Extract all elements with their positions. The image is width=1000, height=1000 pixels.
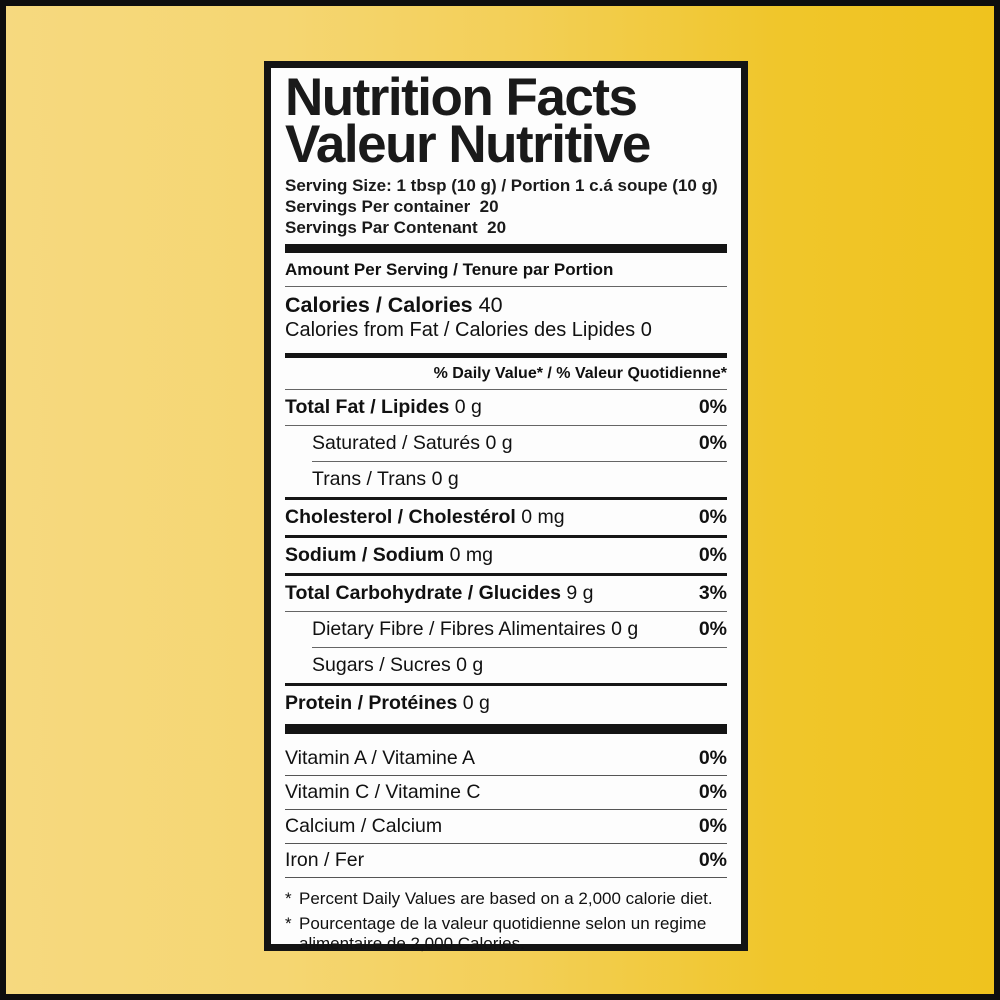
- nutrient-amount: 0 g: [456, 654, 484, 676]
- nutrient-name: Total Carbohydrate / Glucides: [285, 582, 561, 604]
- nutrient-name: Sugars / Sucres: [312, 654, 451, 676]
- nutrient-row-carbohydrate: [285, 576, 727, 611]
- footnotes: [285, 878, 727, 955]
- footnote-fr: [285, 910, 727, 955]
- servings-par-contenant: Servings Par Contenant 20: [285, 218, 507, 237]
- nutrient-dv: 3%: [698, 582, 727, 604]
- nutrient-row-total-fat: [285, 390, 727, 425]
- daily-value-header: % Daily Value* / % Valeur Quotidienne*: [433, 365, 727, 382]
- nutrient-amount: 0 g: [462, 692, 490, 714]
- micronutrient-dv: 0%: [698, 781, 727, 803]
- footnote-marker: *: [285, 889, 292, 908]
- nutrient-name: Cholesterol / Cholestérol: [285, 506, 516, 528]
- footnote-text: Pourcentage de la valeur quotidienne selon un regime alimentaire de 2,000 Calories.: [299, 913, 707, 953]
- calories-label: Calories / Calories: [285, 293, 473, 317]
- nutrient-row-cholesterol: [285, 500, 727, 535]
- nutrient-dv: 0%: [698, 396, 727, 418]
- calories-row: [285, 287, 727, 318]
- label-title-fr: Valeur Nutritive: [285, 115, 650, 174]
- nutrient-row-saturated: [285, 426, 727, 461]
- nutrient-amount: 0 mg: [521, 506, 565, 528]
- amount-per-serving-header: Amount Per Serving / Tenure par Portion: [285, 260, 614, 279]
- nutrient-row-sodium: [285, 538, 727, 573]
- servings-per-container: Servings Per container 20: [285, 197, 499, 216]
- nutrient-amount: 0 g: [431, 468, 459, 490]
- nutrient-name: Trans / Trans: [312, 468, 427, 490]
- calories-from-fat-label: Calories from Fat / Calories des Lipides: [285, 319, 636, 341]
- nutrient-amount: 0 g: [454, 396, 482, 418]
- micronutrient-name: Vitamin C / Vitamine C: [285, 781, 481, 803]
- nutrient-row-protein: [285, 686, 727, 721]
- nutrient-amount: 0 mg: [449, 544, 494, 566]
- serving-size: Serving Size: 1 tbsp (10 g) / Portion 1 c.á soupe (10 g): [285, 176, 718, 195]
- nutrient-name: Dietary Fibre / Fibres Alimentaires: [312, 618, 606, 640]
- nutrient-dv: 0%: [698, 618, 727, 640]
- micronutrient-dv: 0%: [698, 747, 727, 769]
- divider-thick: [285, 724, 727, 734]
- micronutrient-row-vitamin-c: [285, 776, 727, 809]
- micronutrient-name: Iron / Fer: [285, 849, 365, 871]
- micronutrient-dv: 0%: [698, 815, 727, 837]
- micronutrient-row-iron: [285, 844, 727, 877]
- nutrient-row-sugars: [285, 648, 727, 683]
- micronutrient-name: Vitamin A / Vitamine A: [285, 747, 476, 769]
- micronutrient-name: Calcium / Calcium: [285, 815, 443, 837]
- nutrient-dv: 0%: [698, 432, 727, 454]
- nutrient-amount: 0 g: [611, 618, 639, 640]
- calories-from-fat-row: [285, 318, 727, 348]
- divider-thick: [285, 244, 727, 253]
- nutrient-name: Protein / Protéines: [285, 692, 458, 714]
- nutrient-name: Saturated / Saturés: [312, 432, 481, 454]
- serving-info: [285, 175, 727, 238]
- nutrition-facts-label: [264, 61, 748, 951]
- nutrient-name: Sodium / Sodium: [285, 544, 445, 566]
- nutrient-name: Total Fat / Lipides: [285, 396, 450, 418]
- micronutrient-row-calcium: [285, 810, 727, 843]
- nutrient-amount: 9 g: [566, 582, 594, 604]
- nutrient-row-trans: [285, 462, 727, 497]
- micronutrient-row-vitamin-a: [285, 742, 727, 775]
- footnote-text: Percent Daily Values are based on a 2,000 calorie diet.: [299, 889, 713, 908]
- label-title-en: Nutrition Facts: [285, 68, 637, 127]
- nutrient-row-fibre: [285, 612, 727, 647]
- nutrient-amount: 0 g: [485, 432, 513, 454]
- calories-from-fat-value: 0: [640, 319, 652, 341]
- footnote-en: [285, 885, 727, 910]
- nutrient-dv: 0%: [698, 506, 727, 528]
- footnote-marker: *: [285, 913, 292, 933]
- micronutrient-dv: 0%: [698, 849, 727, 871]
- nutrient-dv: 0%: [698, 544, 727, 566]
- calories-value: 40: [478, 293, 503, 317]
